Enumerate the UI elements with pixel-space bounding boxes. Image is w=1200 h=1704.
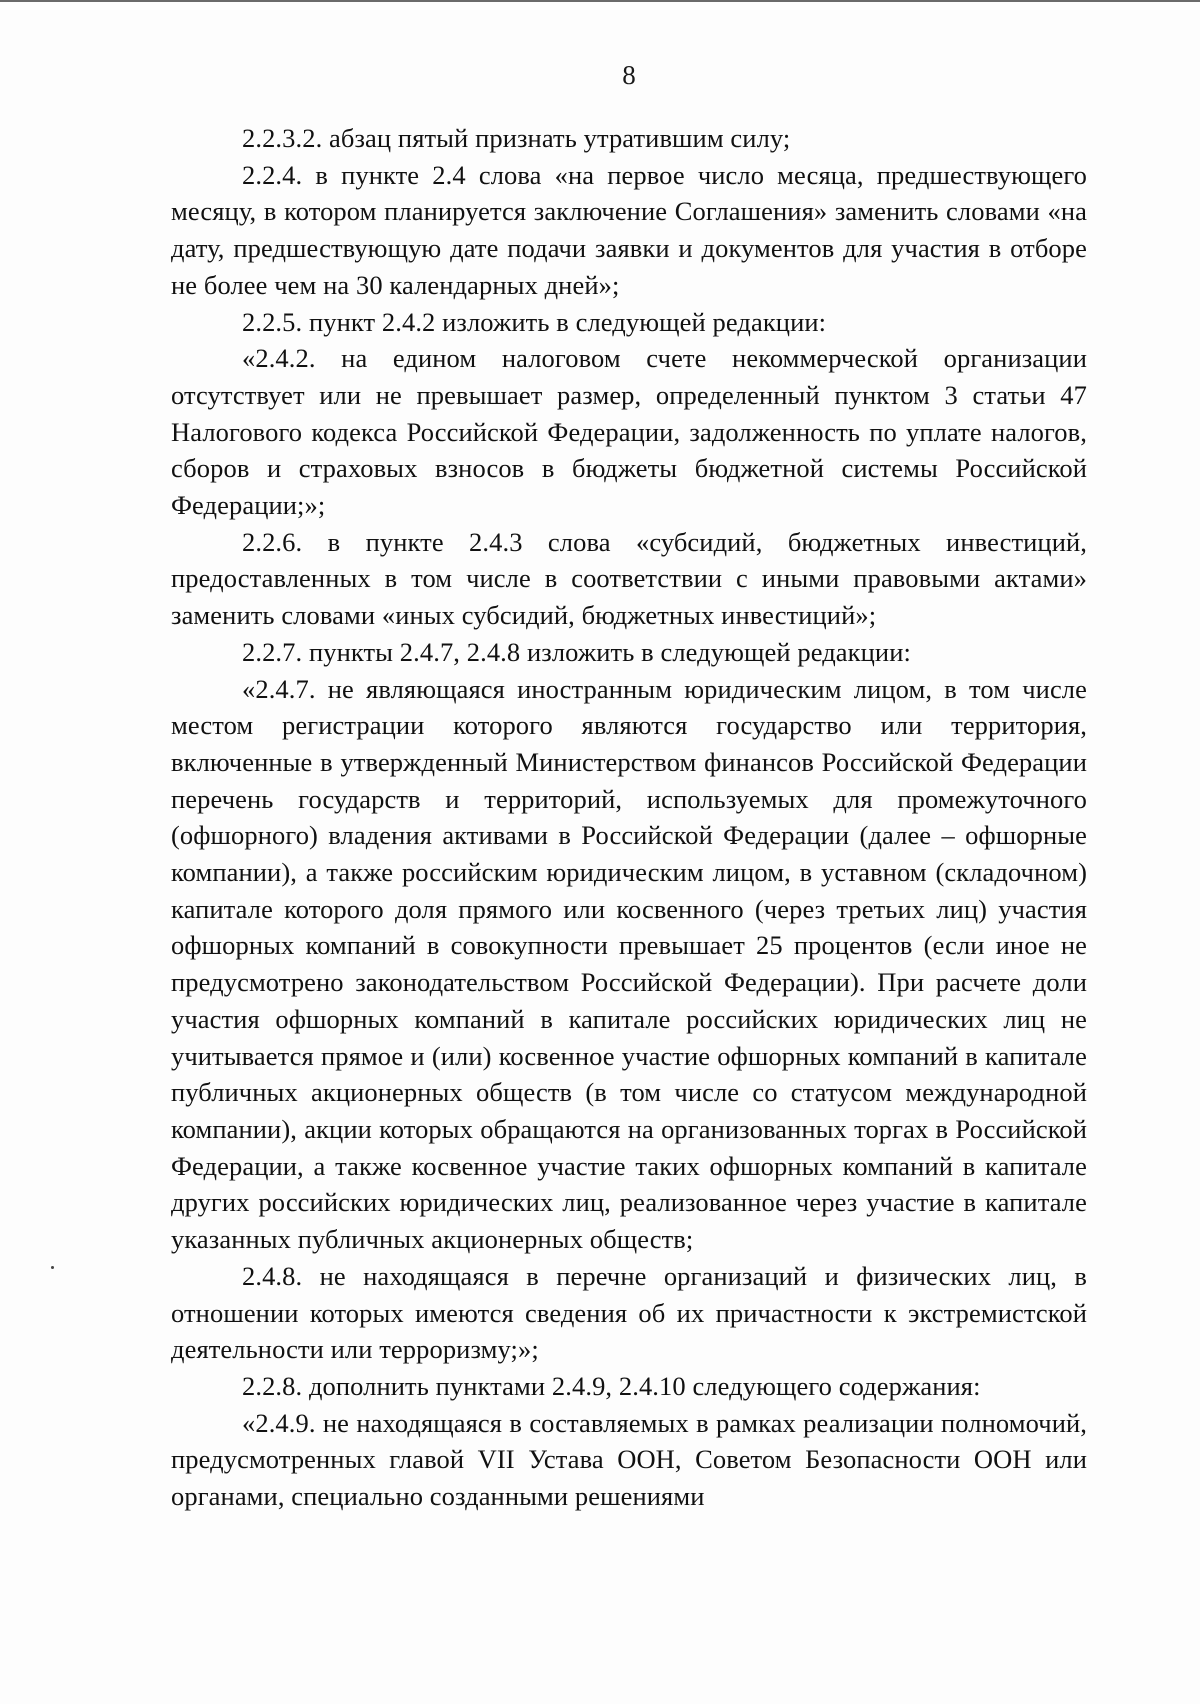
paragraph-2-4-2-quoted: «2.4.2. на едином налоговом счете некоммерческой организации отсутствует или не превышает размер, определенный пунктом 3 статьи 47 Налогового кодекса Российской Федерации, задолженность по уплате налогов, сборов и страховых взносов в бюджеты бюджетной системы Российской Федерации;»;	[171, 343, 1087, 521]
paragraph-2-2-6: 2.2.6. в пункте 2.4.3 слова «субсидий, бюджетных инвестиций, предоставленных в том числе в соответствии с иными правовыми актами» заменить словами «иных субсидий, бюджетных инвестиций»;	[171, 526, 1087, 631]
paragraph-2-4-9-quoted: «2.4.9. не находящаяся в составляемых в рамках реализации полномочий, предусмотренных главой VII Устава ООН, Советом Безопасности ООН или органами, специально созданными решениями	[171, 1407, 1087, 1512]
page-number: 8	[622, 60, 636, 90]
scan-top-edge	[0, 0, 1200, 2]
paragraph-2-4-8-quoted: 2.4.8. не находящаяся в перечне организаций и физических лиц, в отношении которых имеются сведения об их причастности к экстремистской деятельности или терроризму;»;	[171, 1260, 1087, 1365]
scan-speck	[51, 1266, 54, 1269]
paragraph-2-2-5: 2.2.5. пункт 2.4.2 изложить в следующей редакции:	[242, 306, 827, 337]
paragraph-2-2-7: 2.2.7. пункты 2.4.7, 2.4.8 изложить в следующей редакции:	[242, 636, 911, 667]
paragraph-2-4-7-quoted: «2.4.7. не являющаяся иностранным юридическим лицом, в том числе местом регистрации которого являются государство или территория, включенные в утвержденный Министерством финансов Российской Федерации перечень государств и территорий, используемых для промежуточного (офшорного) владения активами в Российской Федерации (далее – офшорные компании), а также российским юридическим лицом, в уставном (складочном) капитале которого доля прямого или косвенного (через третьих лиц) участия офшорных компаний в совокупности превышает 25 процентов (если иное не предусмотрено законодательством Российской Федерации). При расчете доли участия офшорных компаний в капитале российских юридических лиц не учитывается прямое и (или) косвенное участие офшорных компаний в капитале публичных акционерных обществ (в том числе со статусом международной компании), акции которых обращаются на организованных торгах в Российской Федерации, а также косвенное участие таких офшорных компаний в капитале других российских юридических лиц, реализованное через участие в капитале указанных публичных акционерных обществ;	[171, 673, 1087, 1255]
paragraph-2-2-8: 2.2.8. дополнить пунктами 2.4.9, 2.4.10 следующего содержания:	[242, 1370, 981, 1401]
document-body	[171, 120, 1087, 1515]
paragraph-2-2-3-2: 2.2.3.2. абзац пятый признать утратившим силу;	[242, 123, 791, 153]
paragraph-2-2-4: 2.2.4. в пункте 2.4 слова «на первое число месяца, предшествующего месяцу, в котором планируется заключение Соглашения» заменить словами «на дату, предшествующую дате подачи заявки и документов для участия в отборе не более чем на 30 календарных дней»;	[171, 159, 1087, 300]
